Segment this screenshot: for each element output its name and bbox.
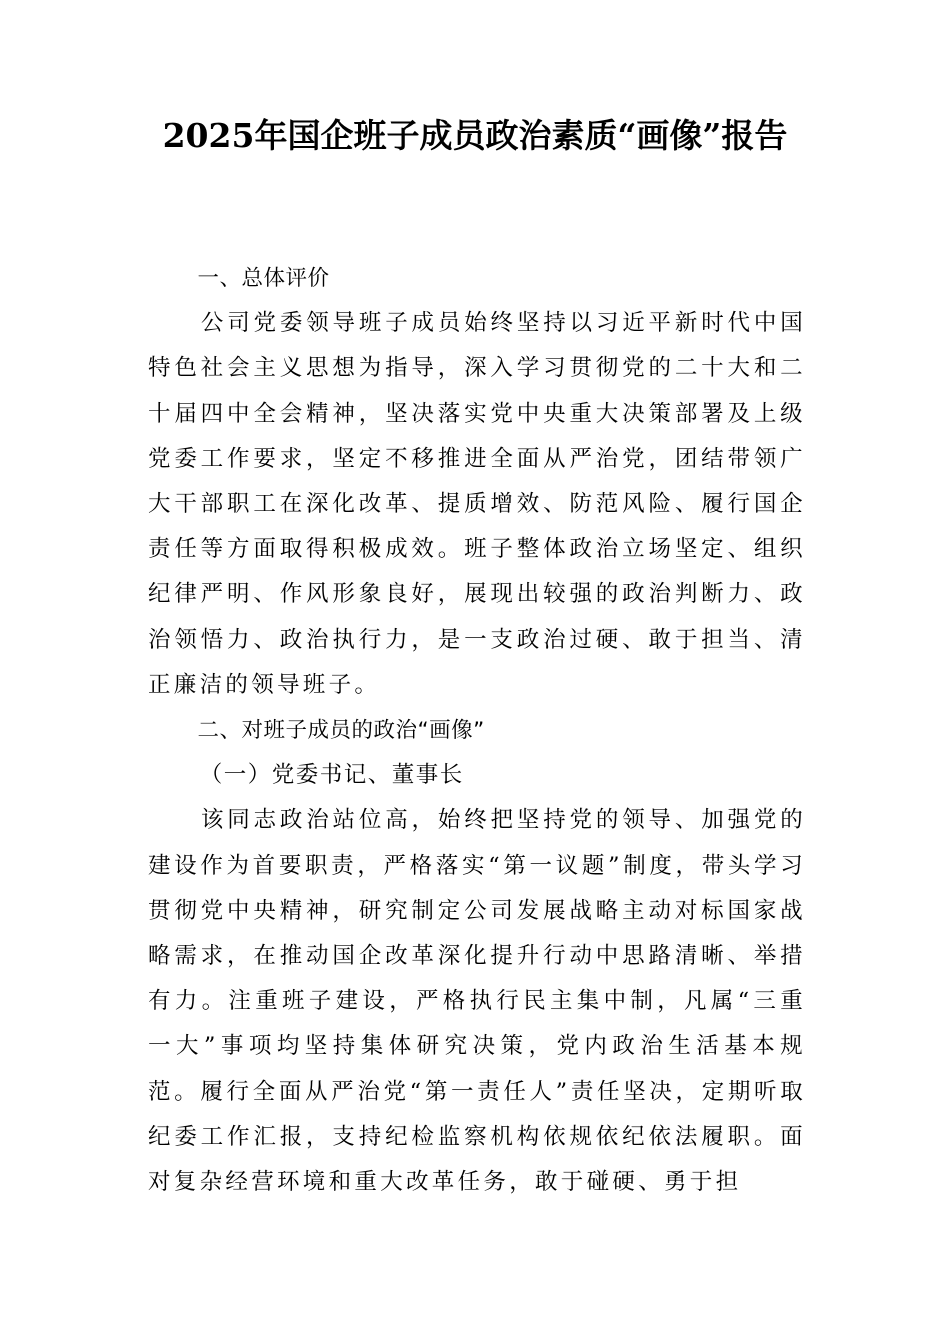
- section-heading-member-portraits: 二、对班子成员的政治“画像”: [197, 718, 485, 744]
- overall-evaluation-paragraph: 公司党委领导班子成员始终坚持以习近平新时代中国特色社会主义思想为指导，深入学习贯彻党的二十大和二十届四中全会精神，坚决落实党中央重大决策部署及上级党委工作要求，坚定不移推进全面从严治党，团结带领广大干部职工在深化改革、提质增效、防范风险、履行国企责任等方面取得积极成效。班子整体政治立场坚定、组织纪律严明、作风形象良好，展现出较强的政治判断力、政治领悟力、政治执行力，是一支政治过硬、敢于担当、清正廉洁的领导班子。: [148, 310, 806, 698]
- section-heading-overall-evaluation: 一、总体评价: [197, 266, 330, 291]
- subsection-heading-party-secretary: （一）党委书记、董事长: [199, 762, 464, 789]
- party-secretary-paragraph: 该同志政治站位高，始终把坚持党的领导、加强党的建设作为首要职责，严格落实“第一议题”制度，带头学习贯彻党中央精神，研究制定公司发展战略主动对标国家战略需求，在推动国企改革深化提升行动中思路清晰、举措有力。注重班子建设，严格执行民主集中制，凡属“三重一大”事项均坚持集体研究决策，党内政治生活基本规范。履行全面从严治党“第一责任人”责任坚决，定期听取纪委工作汇报，支持纪检监察机构依规依纪依法履职。面对复杂经营环境和重大改革任务，敢于碰硬、勇于担: [148, 807, 806, 1196]
- document-body: [148, 256, 806, 1205]
- document-title: 2025年国企班子成员政治素质“画像”报告: [162, 116, 788, 155]
